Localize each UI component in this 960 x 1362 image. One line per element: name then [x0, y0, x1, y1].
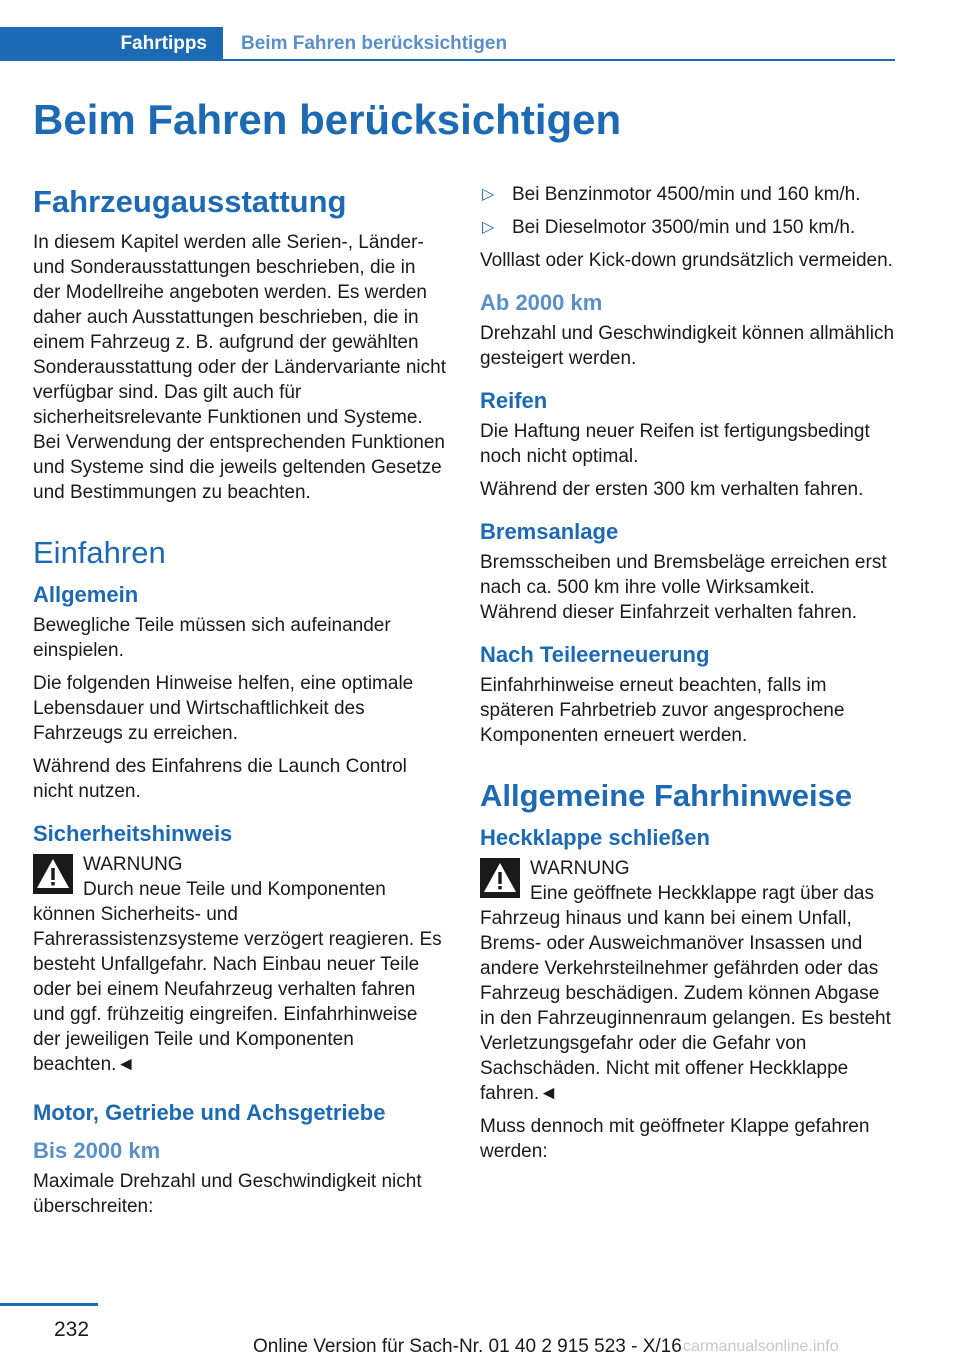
list-item-text: Bei Benzinmotor 4500/min und 160 km/h. [512, 184, 861, 205]
heading-motor: Motor, Getriebe und Achsgetriebe [33, 1100, 386, 1125]
heading-bremsanlage: Bremsanlage [480, 519, 619, 544]
heading-ab-2000-km: Ab 2000 km [480, 290, 603, 315]
footer-rule [0, 1303, 98, 1306]
heading-heckklappe: Heckklappe schließen [480, 825, 710, 850]
heading-sicherheitshinweis: Sicherheitshinweis [33, 821, 233, 846]
warning-text: Eine geöffnete Heckklappe ragt über das Fahrzeug hinaus und kann bei einem Unfall, Brems- oder Ausweichmanöver Insassen und andere Verkehrsteilnehmer gefährden oder das Fahrzeug beschädigen. Zudem können Abgase in den Fahrzeuginnenraum gelangen. Es besteht Verletzungsgefahr oder die Gefahr von Sachschäden. Nicht mit offener Heckklappe fahren.◄ [480, 883, 891, 1104]
triangle-bullet-icon: ▷ [482, 219, 495, 236]
paragraph-reifen-2: Während der ersten 300 km verhalten fahren. [480, 479, 864, 500]
paragraph-ausstattung: In diesem Kapitel werden alle Serien-, Länder- und Sonderausstattungen beschrieben, die in der Modellreihe angeboten werden. Es werden daher auch Ausstattungen beschrieben, die in einem Fahrzeug z. B. aufgrund der gewählten Sonderausstattung oder der Ländervariante nicht verfügbar sind. Das gilt auch für sicherheitsrelevante Funktionen und Systeme. Bei Verwendung der entsprechenden Funktionen und Systeme sind die jeweils geltenden Gesetze und Bestimmungen zu beachten. [33, 232, 446, 503]
header-chapter: Beim Fahren berücksichtigen [241, 33, 508, 54]
triangle-bullet-icon: ▷ [482, 186, 495, 203]
paragraph-volllast: Volllast oder Kick-down grundsätzlich vermeiden. [480, 250, 893, 271]
heading-bis-2000-km: Bis 2000 km [33, 1138, 161, 1163]
warning-triangle-icon [480, 858, 520, 898]
page-title: Beim Fahren berücksichtigen [33, 96, 622, 143]
right-column [480, 182, 895, 1172]
warning-box [480, 856, 895, 1106]
paragraph-teileerneuerung: Einfahrhinweise erneut beachten, falls im späteren Fahrbetrieb zuvor angesprochene Komponenten erneuert werden. [480, 675, 845, 746]
paragraph-ab-2000-km: Drehzahl und Geschwindigkeit können allmählich gesteigert werden. [480, 323, 895, 369]
paragraph-allgemein-2: Die folgenden Hinweise helfen, eine optimale Lebensdauer und Wirtschaftlichkeit des Fahrzeugs zu erreichen. [33, 673, 414, 744]
paragraph-reifen-1: Die Haftung neuer Reifen ist fertigungsbedingt noch nicht optimal. [480, 421, 870, 467]
warning-label: WARNUNG [83, 854, 183, 875]
header-rule [223, 59, 895, 61]
warning-label: WARNUNG [530, 858, 630, 879]
left-column [33, 182, 448, 1227]
warning-text: Durch neue Teile und Komponenten können Sicherheits- und Fahrerassistenzsysteme verzögert reagieren. Es besteht Unfallgefahr. Nach Einbau neuer Teile oder bei einem Neufahrzeug verhalten fahren und ggf. frühzeitig eingreifen. Einfahrhinweise der jeweiligen Teile und Komponenten beachten.◄ [33, 879, 442, 1075]
heading-reifen: Reifen [480, 388, 548, 413]
paragraph-muss: Muss dennoch mit geöffneter Klappe gefahren werden: [480, 1116, 870, 1162]
watermark: carmanualsonline.info [683, 1338, 839, 1355]
list-item [480, 215, 895, 240]
list-item [480, 182, 895, 207]
online-version-note: Online Version für Sach-Nr. 01 40 2 915 523 - X/16 [253, 1336, 682, 1357]
heading-einfahren: Einfahren [33, 535, 166, 570]
paragraph-bremsanlage: Bremsscheiben und Bremsbeläge erreichen erst nach ca. 500 km ihre volle Wirksamkeit. Während dieser Einfahrzeit verhalten fahren. [480, 552, 887, 623]
heading-allgemein: Allgemein [33, 582, 139, 607]
heading-allgemeine-fahrhinweise: Allgemeine Fahrhinweise [480, 778, 853, 813]
heading-teileerneuerung: Nach Teileerneuerung [480, 642, 710, 667]
warning-triangle-icon [33, 854, 73, 894]
running-header [0, 27, 895, 61]
page-number: 232 [54, 1318, 90, 1341]
paragraph-bis-2000-km: Maximale Drehzahl und Geschwindigkeit nicht überschreiten: [33, 1171, 422, 1217]
header-section-tab: Fahrtipps [0, 27, 223, 61]
paragraph-allgemein-3: Während des Einfahrens die Launch Control nicht nutzen. [33, 756, 407, 802]
list-item-text: Bei Dieselmotor 3500/min und 150 km/h. [512, 217, 856, 238]
warning-box [33, 852, 448, 1077]
heading-fahrzeugausstattung: Fahrzeugausstattung [33, 184, 347, 219]
paragraph-allgemein-1: Bewegliche Teile müssen sich aufeinander einspielen. [33, 615, 391, 661]
